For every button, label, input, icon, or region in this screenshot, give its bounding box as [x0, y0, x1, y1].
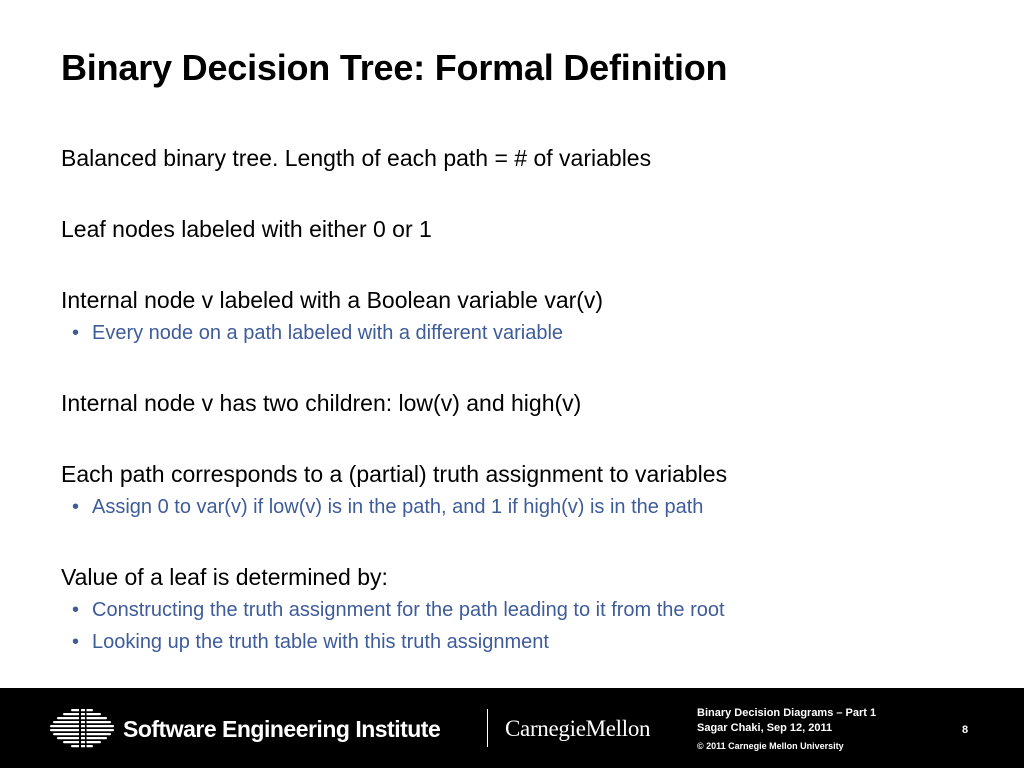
slide-content	[61, 141, 961, 658]
bullet-point: Value of a leaf is determined by:	[61, 564, 388, 590]
deck-title: Binary Decision Diagrams – Part 1	[697, 707, 877, 719]
bullet-marker: •	[72, 496, 80, 518]
footer-info	[697, 706, 876, 754]
bullet-point: Leaf nodes labeled with either 0 or 1	[61, 216, 432, 242]
bullet-group	[61, 457, 961, 523]
bullet-group	[61, 283, 961, 349]
slide-footer	[0, 688, 1024, 768]
sub-bullet-text: Every node on a path labeled with a different variable	[92, 322, 564, 344]
bullet-group	[61, 386, 961, 420]
bullet-point: Each path corresponds to a (partial) truth assignment to variables	[61, 461, 728, 487]
sub-bullet	[61, 626, 961, 658]
bullet-point: Internal node v has two children: low(v) and high(v)	[61, 390, 582, 416]
sub-bullet	[61, 317, 961, 349]
bullet-marker: •	[72, 599, 80, 621]
slide-title: Binary Decision Tree: Formal Definition	[61, 47, 728, 88]
bullet-point: Internal node v labeled with a Boolean variable var(v)	[61, 287, 604, 313]
bullet-group	[61, 560, 961, 658]
sub-bullet	[61, 491, 961, 523]
sub-bullet	[61, 594, 961, 626]
sub-bullet-text: Assign 0 to var(v) if low(v) is in the path, and 1 if high(v) is in the path	[92, 496, 704, 518]
sub-bullet-text: Constructing the truth assignment for the path leading to it from the root	[92, 599, 725, 621]
bullet-marker: •	[72, 631, 80, 653]
institute-name: Software Engineering Institute	[123, 716, 441, 742]
sub-bullet-text: Looking up the truth table with this truth assignment	[92, 631, 549, 653]
author-date: Sagar Chaki, Sep 12, 2011	[697, 722, 833, 734]
bullet-point: Balanced binary tree. Length of each path = # of variables	[61, 145, 652, 171]
bullet-marker: •	[72, 322, 80, 344]
university-name: CarnegieMellon	[505, 716, 651, 741]
bullet-group	[61, 212, 961, 246]
copyright: © 2011 Carnegie Mellon University	[697, 741, 844, 751]
page-number: 8	[962, 724, 969, 736]
bullet-group	[61, 141, 961, 175]
footer-divider	[487, 709, 488, 747]
sei-logo-icon	[49, 708, 115, 748]
